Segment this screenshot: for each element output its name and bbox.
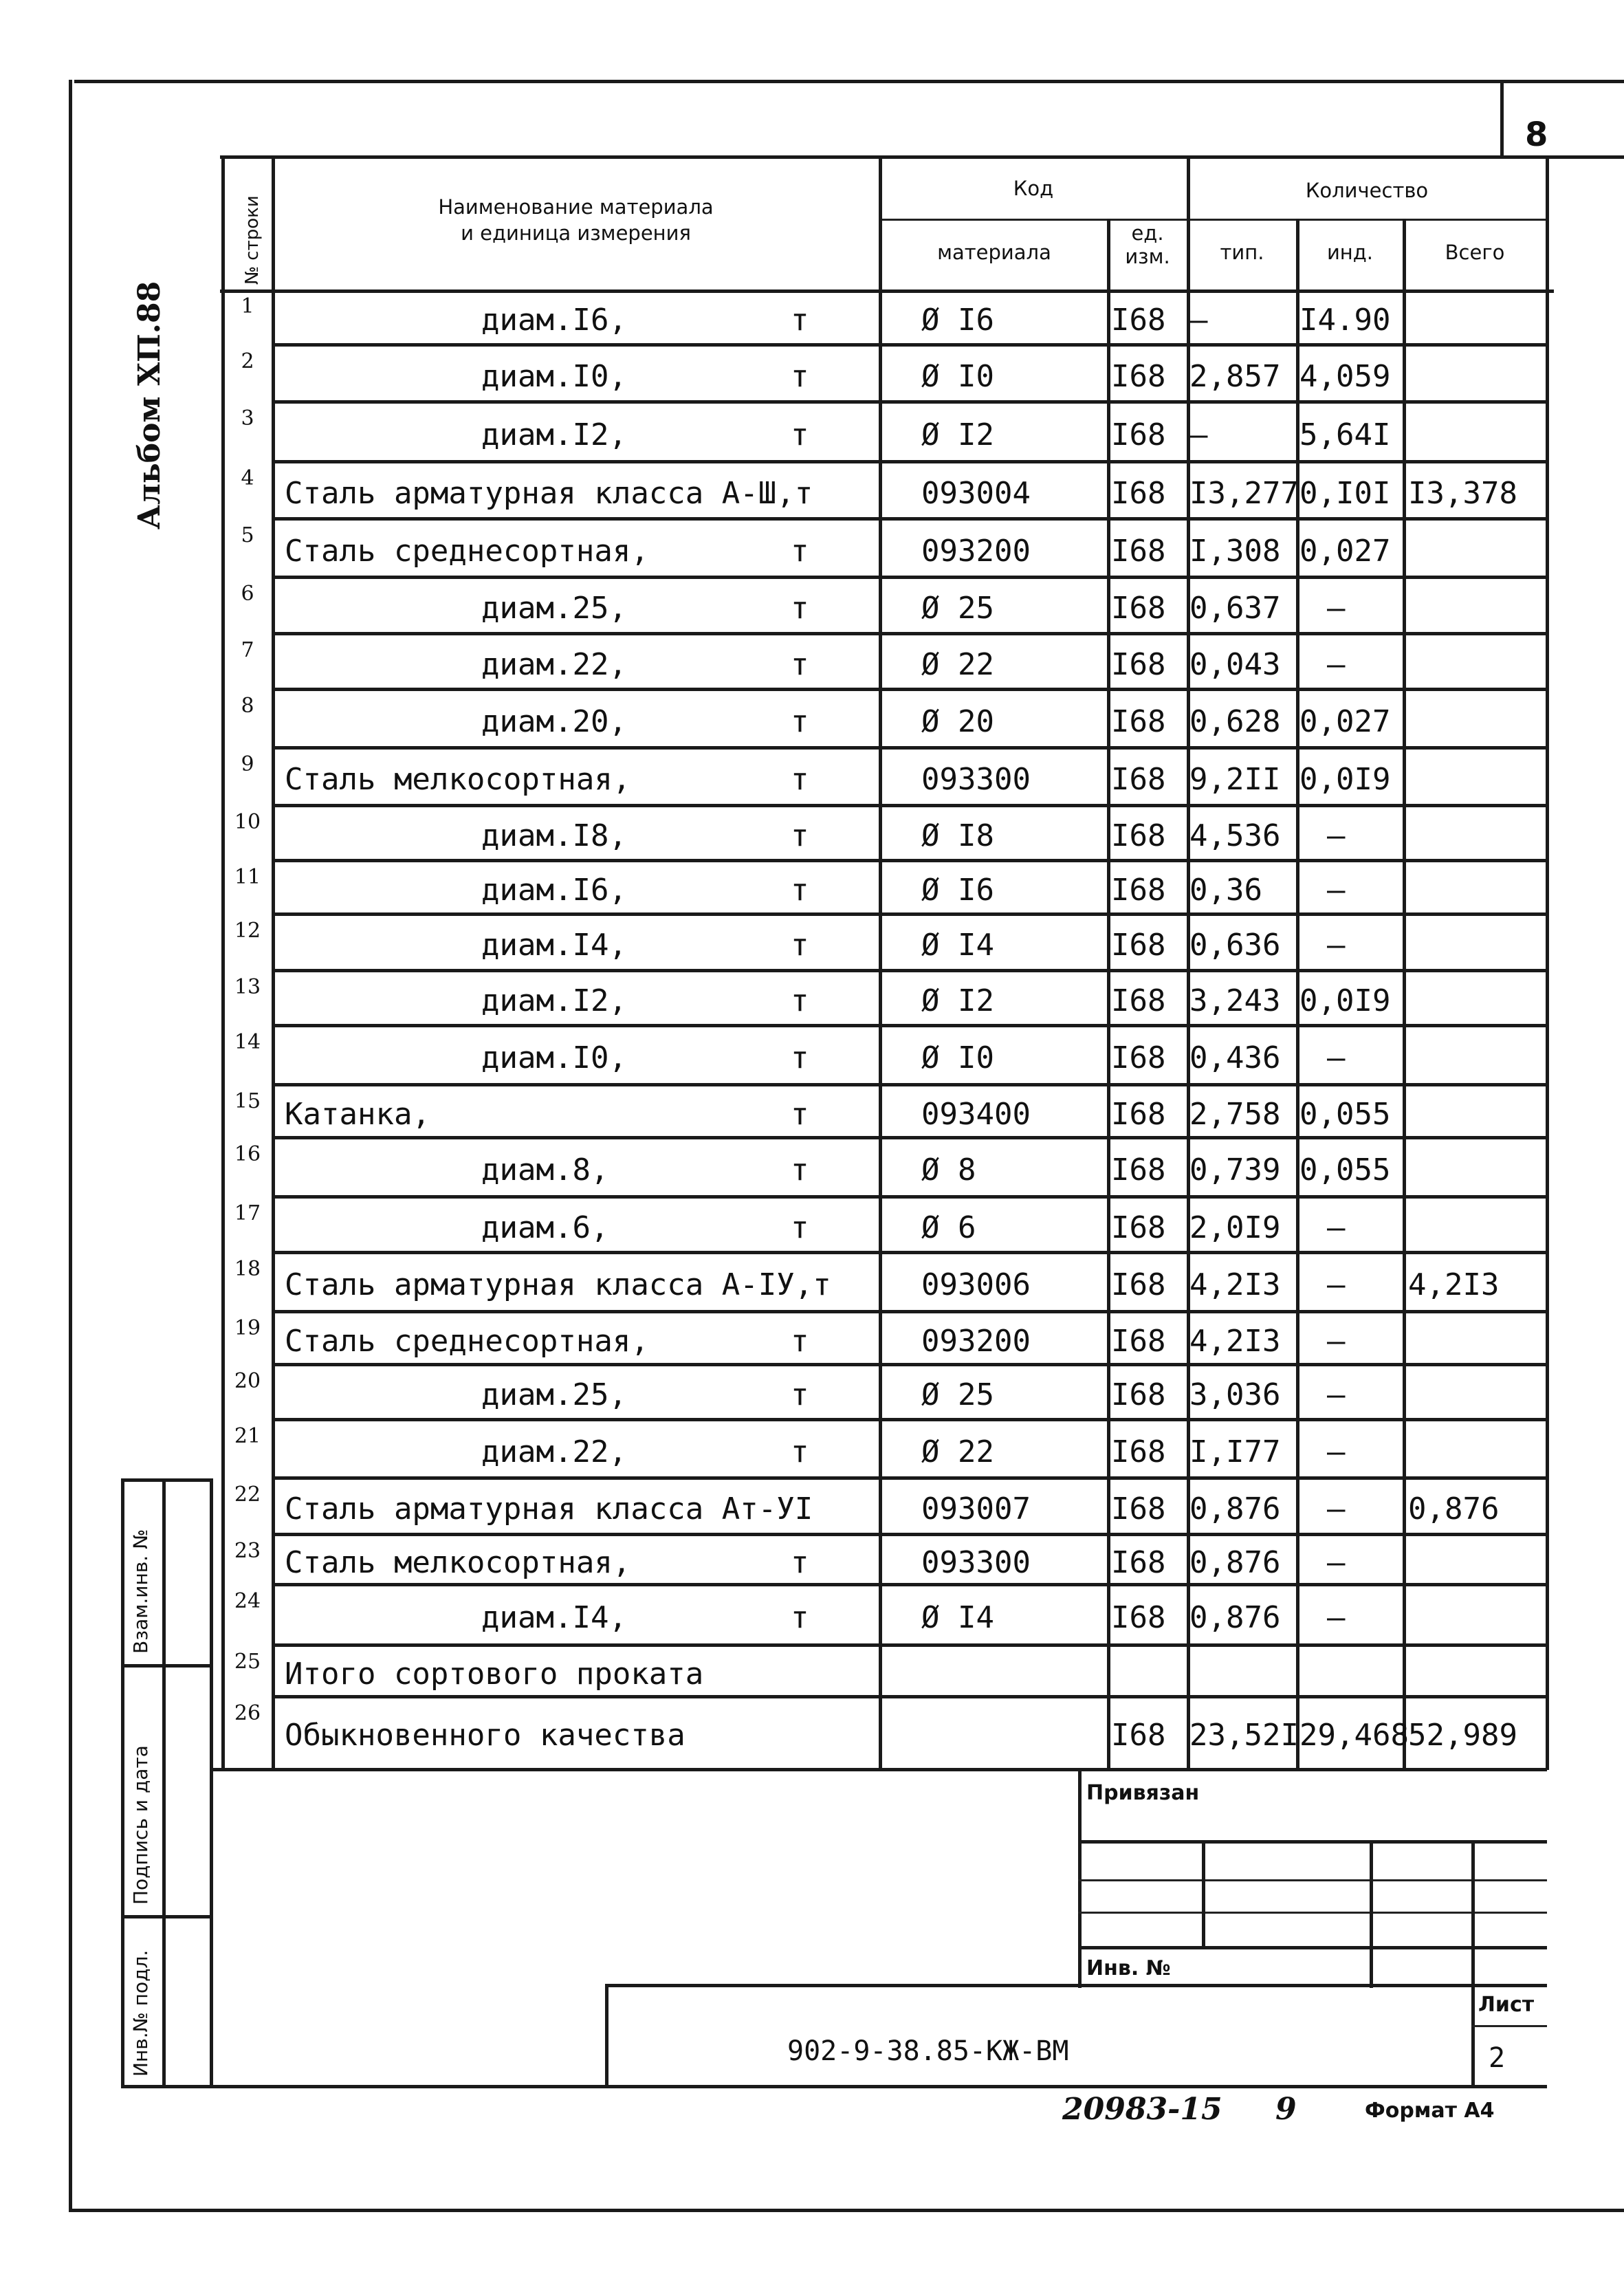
stamp-bound-label: Привязан: [1086, 1781, 1200, 1805]
row-qty-ind: –: [1327, 1491, 1346, 1527]
frame-top-line: [74, 80, 1624, 83]
row-unit-letter: т: [791, 1544, 809, 1580]
document-code: 902-9-38.85-КЖ-ВМ: [787, 2035, 1069, 2067]
row-number: 12: [234, 919, 261, 943]
row-unit-letter: т: [791, 591, 809, 626]
row-qty-ind: –: [1327, 1544, 1346, 1580]
row-unit-letter: т: [791, 533, 809, 569]
row-material-code: Ø I8: [921, 818, 994, 853]
row-material-code: 093300: [921, 1544, 1031, 1580]
row-unit-code: I68: [1111, 1491, 1166, 1527]
row-unit-code: I68: [1111, 591, 1166, 626]
row-material-name: диам.25,: [481, 591, 627, 626]
stamp-sheet-line: [1471, 2025, 1547, 2027]
table-row: [0, 462, 1624, 519]
header-code-unit: ед. изм.: [1125, 221, 1170, 268]
row-unit-letter: т: [791, 1152, 809, 1188]
table-row: [0, 915, 1624, 971]
header-quantity: Количество: [1305, 179, 1429, 202]
row-qty-typ: 0,36: [1189, 873, 1262, 908]
row-qty-typ: 4,2I3: [1189, 1323, 1281, 1359]
row-unit-code: I68: [1111, 358, 1166, 394]
row-number: 3: [241, 406, 254, 430]
row-unit-code: I68: [1111, 1717, 1166, 1753]
row-unit-code: I68: [1111, 1040, 1166, 1075]
row-unit-code: I68: [1111, 1152, 1166, 1188]
sheet-label: Лист: [1478, 1993, 1535, 2017]
table-row: [0, 1138, 1624, 1197]
table-row: [0, 634, 1624, 690]
row-material-name: Сталь арматурная класса А-IУ,т: [285, 1267, 831, 1302]
row-material-code: Ø I2: [921, 983, 994, 1018]
row-unit-letter: т: [791, 1600, 809, 1635]
row-qty-ind: –: [1327, 1040, 1346, 1075]
row-number: 8: [241, 694, 254, 718]
header-row-number: № строки: [242, 195, 263, 285]
table-row: [0, 1312, 1624, 1365]
handwritten-page: 9: [1275, 2092, 1297, 2127]
row-unit-letter: т: [791, 762, 809, 797]
row-qty-ind: 4,059: [1299, 358, 1391, 394]
row-unit-code: I68: [1111, 1434, 1166, 1469]
row-material-code: Ø 20: [921, 703, 994, 739]
row-material-code: 093200: [921, 533, 1031, 569]
row-qty-typ: 0,739: [1189, 1152, 1281, 1188]
row-unit-code: I68: [1111, 818, 1166, 853]
row-qty-ind: I4.90: [1299, 303, 1391, 338]
row-number: 16: [234, 1142, 261, 1166]
stamp-bound-line: [1078, 1840, 1547, 1844]
row-qty-ind: –: [1327, 818, 1346, 853]
row-number: 5: [241, 523, 254, 547]
row-material-name: Итого сортового проката: [285, 1656, 704, 1692]
stamp-main-left: [605, 1984, 608, 2087]
row-qty-total: I3,378: [1408, 475, 1517, 511]
row-material-name: диам.25,: [481, 1377, 627, 1412]
row-material-name: Обыкновенного качества: [285, 1717, 685, 1753]
row-material-code: 093200: [921, 1323, 1031, 1359]
row-qty-ind: 0,027: [1299, 533, 1391, 569]
row-unit-code: I68: [1111, 303, 1166, 338]
row-number: 20: [234, 1369, 261, 1393]
row-unit-letter: т: [791, 1096, 809, 1132]
row-qty-typ: I,I77: [1189, 1434, 1281, 1469]
row-material-code: Ø I4: [921, 1600, 994, 1635]
row-material-code: Ø 25: [921, 1377, 994, 1412]
row-material-code: Ø 25: [921, 591, 994, 626]
table-row: [0, 1697, 1624, 1768]
side-label-inv-orig: Инв.№ подл.: [129, 1949, 152, 2077]
row-material-name: Сталь среднесортная,: [285, 1323, 649, 1359]
row-number: 25: [234, 1650, 261, 1674]
stamp-main-top: [605, 1984, 1547, 1987]
row-material-code: Ø I2: [921, 417, 994, 452]
row-material-name: диам.20,: [481, 703, 627, 739]
table-row: [0, 1585, 1624, 1646]
row-unit-letter: т: [791, 358, 809, 394]
row-number: 14: [234, 1030, 261, 1054]
row-number: 1: [241, 294, 254, 318]
row-qty-ind: 0,055: [1299, 1152, 1391, 1188]
side-col-bottom: [121, 2085, 1547, 2088]
side-col-inner: [162, 1478, 166, 2087]
side-label-sign-date: Подпись и дата: [129, 1745, 152, 1905]
row-material-name: диам.8,: [481, 1152, 609, 1188]
row-unit-code: I68: [1111, 1096, 1166, 1132]
side-col-sep1: [121, 1664, 212, 1668]
row-qty-typ: 23,52I: [1189, 1717, 1299, 1753]
row-qty-ind: 29,468: [1299, 1717, 1409, 1753]
row-unit-letter: т: [791, 703, 809, 739]
row-qty-total: 4,2I3: [1408, 1267, 1500, 1302]
side-label-swap-inv: Взам.инв. №: [129, 1529, 152, 1654]
row-qty-typ: 0,436: [1189, 1040, 1281, 1075]
stamp-line-3: [1078, 1912, 1547, 1914]
row-material-code: Ø 6: [921, 1210, 976, 1245]
row-qty-typ: –: [1189, 303, 1208, 338]
side-col-sep2: [121, 1915, 212, 1918]
row-unit-code: I68: [1111, 475, 1166, 511]
row-qty-ind: 0,027: [1299, 703, 1391, 739]
row-number: 24: [234, 1589, 261, 1613]
row-unit-code: I68: [1111, 983, 1166, 1018]
format-label: Формат А4: [1365, 2099, 1495, 2123]
row-material-code: 093004: [921, 475, 1031, 511]
side-col-outer: [121, 1478, 124, 2087]
row-unit-letter: т: [791, 1377, 809, 1412]
table-row: [0, 345, 1624, 402]
row-number: 22: [234, 1483, 261, 1507]
row-unit-letter: т: [791, 303, 809, 338]
table-row: [0, 1026, 1624, 1085]
row-unit-letter: т: [791, 646, 809, 682]
sheet-number: 8: [1525, 116, 1548, 154]
row-qty-ind: –: [1327, 1323, 1346, 1359]
row-qty-typ: 2,857: [1189, 358, 1281, 394]
row-material-name: диам.I2,: [481, 983, 627, 1018]
row-qty-typ: 4,2I3: [1189, 1267, 1281, 1302]
row-qty-typ: 0,628: [1189, 703, 1281, 739]
table-row: [0, 1253, 1624, 1312]
table-row: [0, 1365, 1624, 1420]
stamp-col-1: [1202, 1840, 1205, 1947]
side-col-right: [210, 1478, 213, 2087]
row-material-name: Сталь среднесортная,: [285, 533, 649, 569]
row-unit-code: I68: [1111, 1210, 1166, 1245]
stamp-line-2: [1078, 1879, 1547, 1881]
stamp-left-line: [1078, 1768, 1082, 1988]
row-number: 23: [234, 1539, 261, 1563]
row-qty-typ: 2,758: [1189, 1096, 1281, 1132]
stamp-col-2: [1370, 1840, 1373, 1988]
row-material-code: Ø I6: [921, 303, 994, 338]
row-unit-letter: т: [791, 1434, 809, 1469]
row-qty-ind: 0,055: [1299, 1096, 1391, 1132]
row-number: 26: [234, 1701, 261, 1725]
table-top-line: [220, 155, 1624, 159]
row-qty-typ: 3,243: [1189, 983, 1281, 1018]
row-qty-ind: –: [1327, 1377, 1346, 1412]
row-number: 10: [234, 810, 261, 834]
row-number: 4: [241, 466, 254, 490]
row-material-code: Ø 22: [921, 646, 994, 682]
row-qty-total: 52,989: [1408, 1717, 1517, 1753]
row-number: 7: [241, 638, 254, 662]
row-material-code: 093400: [921, 1096, 1031, 1132]
row-unit-code: I68: [1111, 1323, 1166, 1359]
stamp-inv-label: Инв. №: [1086, 1956, 1171, 1980]
row-qty-typ: 2,0I9: [1189, 1210, 1281, 1245]
row-material-name: диам.22,: [481, 646, 627, 682]
row-qty-typ: 0,876: [1189, 1491, 1281, 1527]
row-qty-ind: –: [1327, 1434, 1346, 1469]
row-number: 15: [234, 1089, 261, 1113]
side-col-top: [121, 1478, 212, 1482]
row-material-name: Сталь арматурная класса Ат-УI: [285, 1491, 813, 1527]
row-number: 2: [241, 349, 254, 373]
row-qty-typ: 4,536: [1189, 818, 1281, 853]
row-material-code: Ø I4: [921, 928, 994, 963]
row-number: 11: [234, 865, 261, 889]
row-material-name: диам.22,: [481, 1434, 627, 1469]
row-qty-typ: I3,277: [1189, 475, 1299, 511]
row-material-code: 093007: [921, 1491, 1031, 1527]
row-number: 13: [234, 975, 261, 999]
table-row: [0, 578, 1624, 634]
row-unit-letter: т: [791, 1040, 809, 1075]
row-material-name: диам.I6,: [481, 303, 627, 338]
row-material-code: Ø 8: [921, 1152, 976, 1188]
row-material-name: Катанка,: [285, 1096, 430, 1132]
row-qty-typ: 0,637: [1189, 591, 1281, 626]
row-unit-letter: т: [791, 983, 809, 1018]
row-qty-ind: 0,0I9: [1299, 983, 1391, 1018]
row-number: 18: [234, 1257, 261, 1281]
header-qty-ind: инд.: [1326, 241, 1374, 264]
row-unit-code: I68: [1111, 1377, 1166, 1412]
handwritten-number: 20983-15: [1062, 2092, 1222, 2127]
row-unit-code: I68: [1111, 873, 1166, 908]
header-sub-line: [880, 219, 1547, 221]
row-qty-typ: 0,876: [1189, 1544, 1281, 1580]
row-unit-letter: т: [791, 1210, 809, 1245]
header-qty-typ: тип.: [1220, 241, 1264, 264]
header-code-material: материала: [937, 241, 1051, 264]
row-unit-code: I68: [1111, 928, 1166, 963]
frame-bottom-line: [69, 2209, 1624, 2212]
stamp-col-3: [1471, 1840, 1475, 2088]
row-qty-ind: –: [1327, 928, 1346, 963]
row-material-name: Сталь арматурная класса А-Ш,т: [285, 475, 813, 511]
row-qty-typ: I,308: [1189, 533, 1281, 569]
table-row: [0, 1478, 1624, 1535]
table-row: [0, 1085, 1624, 1138]
row-qty-ind: –: [1327, 1210, 1346, 1245]
row-unit-code: I68: [1111, 703, 1166, 739]
row-unit-letter: т: [791, 818, 809, 853]
row-unit-code: I68: [1111, 762, 1166, 797]
row-material-name: диам.I2,: [481, 417, 627, 452]
row-qty-ind: –: [1327, 646, 1346, 682]
row-qty-typ: 0,876: [1189, 1600, 1281, 1635]
row-unit-code: I68: [1111, 1267, 1166, 1302]
header-qty-total: Всего: [1445, 241, 1505, 264]
row-material-code: 093006: [921, 1267, 1031, 1302]
row-qty-typ: –: [1189, 417, 1208, 452]
row-material-name: диам.I0,: [481, 358, 627, 394]
row-qty-ind: –: [1327, 1600, 1346, 1635]
sheet-num-divider: [1500, 80, 1504, 157]
header-name: Наименование материала и единица измерения: [438, 195, 714, 245]
row-material-code: Ø I0: [921, 358, 994, 394]
row-material-name: диам.I6,: [481, 873, 627, 908]
album-label: Альбом XП.88: [132, 281, 167, 529]
table-row: [0, 402, 1624, 462]
row-qty-typ: 3,036: [1189, 1377, 1281, 1412]
row-material-name: Сталь мелкосортная,: [285, 1544, 631, 1580]
row-unit-letter: т: [791, 417, 809, 452]
table-row: [0, 806, 1624, 861]
stamp-line-4: [1078, 1946, 1547, 1949]
row-material-name: диам.I0,: [481, 1040, 627, 1075]
row-unit-code: I68: [1111, 646, 1166, 682]
table-row: [0, 519, 1624, 578]
row-qty-ind: 0,0I9: [1299, 762, 1391, 797]
row-qty-total: 0,876: [1408, 1491, 1500, 1527]
row-unit-letter: т: [791, 928, 809, 963]
table-row: [0, 1420, 1624, 1478]
table-row: [0, 861, 1624, 915]
row-qty-typ: 9,2II: [1189, 762, 1281, 797]
table-row: [0, 1535, 1624, 1585]
row-material-code: Ø I6: [921, 873, 994, 908]
table-row: [0, 1646, 1624, 1697]
table-row: [0, 971, 1624, 1026]
row-unit-code: I68: [1111, 1544, 1166, 1580]
sheet-value: 2: [1489, 2042, 1506, 2074]
row-unit-letter: т: [791, 873, 809, 908]
row-number: 21: [234, 1424, 261, 1448]
row-material-name: диам.I4,: [481, 928, 627, 963]
row-qty-ind: –: [1327, 1267, 1346, 1302]
row-material-name: диам.I8,: [481, 818, 627, 853]
table-row: [0, 1197, 1624, 1253]
row-number: 9: [241, 752, 254, 776]
row-number: 19: [234, 1316, 261, 1340]
row-unit-letter: т: [791, 1323, 809, 1359]
row-qty-ind: 5,64I: [1299, 417, 1391, 452]
row-material-code: 093300: [921, 762, 1031, 797]
row-qty-ind: –: [1327, 873, 1346, 908]
row-unit-code: I68: [1111, 1600, 1166, 1635]
row-unit-code: I68: [1111, 533, 1166, 569]
row-qty-ind: –: [1327, 591, 1346, 626]
row-qty-ind: 0,I0I: [1299, 475, 1391, 511]
row-material-name: диам.I4,: [481, 1600, 627, 1635]
row-number: 17: [234, 1201, 261, 1225]
row-number: 6: [241, 582, 254, 606]
row-qty-typ: 0,636: [1189, 928, 1281, 963]
row-material-name: диам.6,: [481, 1210, 609, 1245]
header-code: Код: [1013, 177, 1054, 200]
table-row: [0, 690, 1624, 748]
table-row: [0, 748, 1624, 806]
row-unit-code: I68: [1111, 417, 1166, 452]
row-qty-typ: 0,043: [1189, 646, 1281, 682]
row-material-code: Ø I0: [921, 1040, 994, 1075]
table-row: [0, 290, 1624, 345]
row-material-code: Ø 22: [921, 1434, 994, 1469]
row-material-name: Сталь мелкосортная,: [285, 762, 631, 797]
